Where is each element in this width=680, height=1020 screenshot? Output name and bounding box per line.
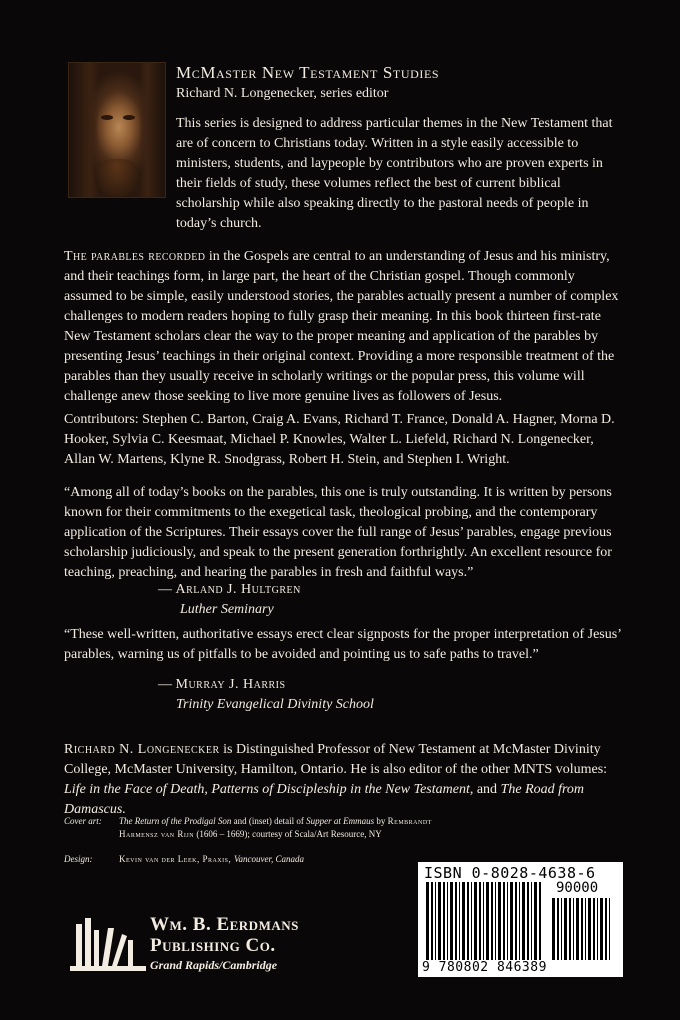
author-name: Richard N. Longenecker — [64, 742, 220, 757]
intro-text: in the Gospels are central to an understanding of Jesus and his ministry, and their teachings form, in large part, the heart of the Christian gospel. Though commonly assumed to be simple, easily understood stories, the parables actually present a number of complex challenges to modern readers hoping to fully grasp their meaning. In this book thirteen first-rate New Testament scholars clear the way to the proper meaning and application of the parables by presenting Jesus’ teachings in their original context. Providing a more responsible treatment of the parables than they usually receive in scholarly writings or the popular press, this volume will challenge anew those seeking to live more genuine lives as followers of Jesus. — [64, 249, 619, 404]
publisher-name-2: Publishing Co. — [150, 935, 276, 956]
endorser-affiliation: Trinity Evangelical Divinity School — [176, 697, 374, 712]
endorser-affiliation: Luther Seminary — [180, 602, 274, 617]
endorsement-attribution-2: — Murray J. Harris Trinity Evangelical Divinity School — [158, 675, 374, 715]
cover-art-label: Cover art: — [64, 816, 102, 826]
series-editor: Richard N. Longenecker, series editor — [176, 86, 389, 101]
cover-art-credit: The Return of the Prodigal Son and (inset) detail of Supper at Emmaus by Rembrandt Harmensz van Rijn (1606 – 1669); courtesy of Scala/Art Resource, NY — [119, 816, 432, 839]
endorser-name: Murray J. Harris — [175, 677, 286, 692]
endorsement-attribution-1: — Arland J. Hultgren Luther Seminary — [158, 580, 301, 620]
eerdmans-books-logo-icon — [68, 910, 146, 972]
credits — [64, 815, 439, 878]
series-title: McMaster New Testament Studies — [176, 63, 440, 82]
addon-barcode-bars — [552, 898, 612, 960]
cover-inset-portrait — [68, 62, 166, 198]
price-code: 90000 — [556, 880, 599, 896]
isbn-text: ISBN 0-8028-4638-6 — [424, 864, 596, 882]
endorsement-quote-2: “These well-written, authoritative essays erect clear signposts for the proper interpretation of Jesus’ parables, warning us of pitfalls to be avoided and pointing us to safe paths to travel.” — [64, 627, 621, 662]
ean-barcode-bars — [426, 882, 544, 960]
series-block — [176, 62, 626, 234]
author-bio: Richard N. Longenecker is Distinguished Professor of New Testament at McMaster Divinity College, McMaster University, Hamilton, Ontario. He is also editor of the other MNTS volumes: Life in the Face of Death, Patterns of Discipleship in the New Testament, and The Road from Damascus. — [64, 742, 608, 817]
endorsement-quote-1: “Among all of today’s books on the parables, this one is truly outstanding. It is written by persons known for their commitments to the exegetical task, theological probing, and the contemporary application of the Scriptures. Their essays cover the full range of Jesus’ parables, engage previous scholarship judiciously, and speak to the present generation forthrightly. An excellent resource for teaching, preaching, and hearing the parables in fresh and faithful ways.” — [64, 485, 612, 580]
contributors-paragraph: Contributors: Stephen C. Barton, Craig A. Evans, Richard T. France, Donald A. Hagner, Morna D. Hooker, Sylvia C. Keesmaat, Michael P. Knowles, Walter L. Liefeld, Richard N. Longenecker, Allan W. Martens, Klyne R. Snodgrass, Robert H. Stein, and Stephen I. Wright. — [64, 412, 615, 467]
design-credit: Kevin van der Leek, Praxis, Vancouver, Canada — [119, 854, 304, 864]
endorser-name: Arland J. Hultgren — [175, 582, 301, 597]
ean-digits: 9 780802 846389 — [422, 960, 547, 975]
design-label: Design: — [64, 854, 93, 864]
isbn-barcode — [418, 862, 623, 977]
publisher-logo — [150, 914, 299, 973]
intro-paragraph — [64, 247, 624, 407]
series-description: This series is designed to address particular themes in the New Testament that are of concern to Christians today. Written in a style easily accessible to ministers, students, and laypeople by contributors who are proven experts in their fields of study, these volumes reflect the best of current biblical scholarship while also speaking directly to the pastoral needs of people in today’s church. — [176, 116, 613, 231]
publisher-location: Grand Rapids/Cambridge — [150, 958, 278, 972]
intro-lead: The parables recorded — [64, 249, 206, 264]
publisher-name-1: Wm. B. Eerdmans — [150, 914, 299, 935]
